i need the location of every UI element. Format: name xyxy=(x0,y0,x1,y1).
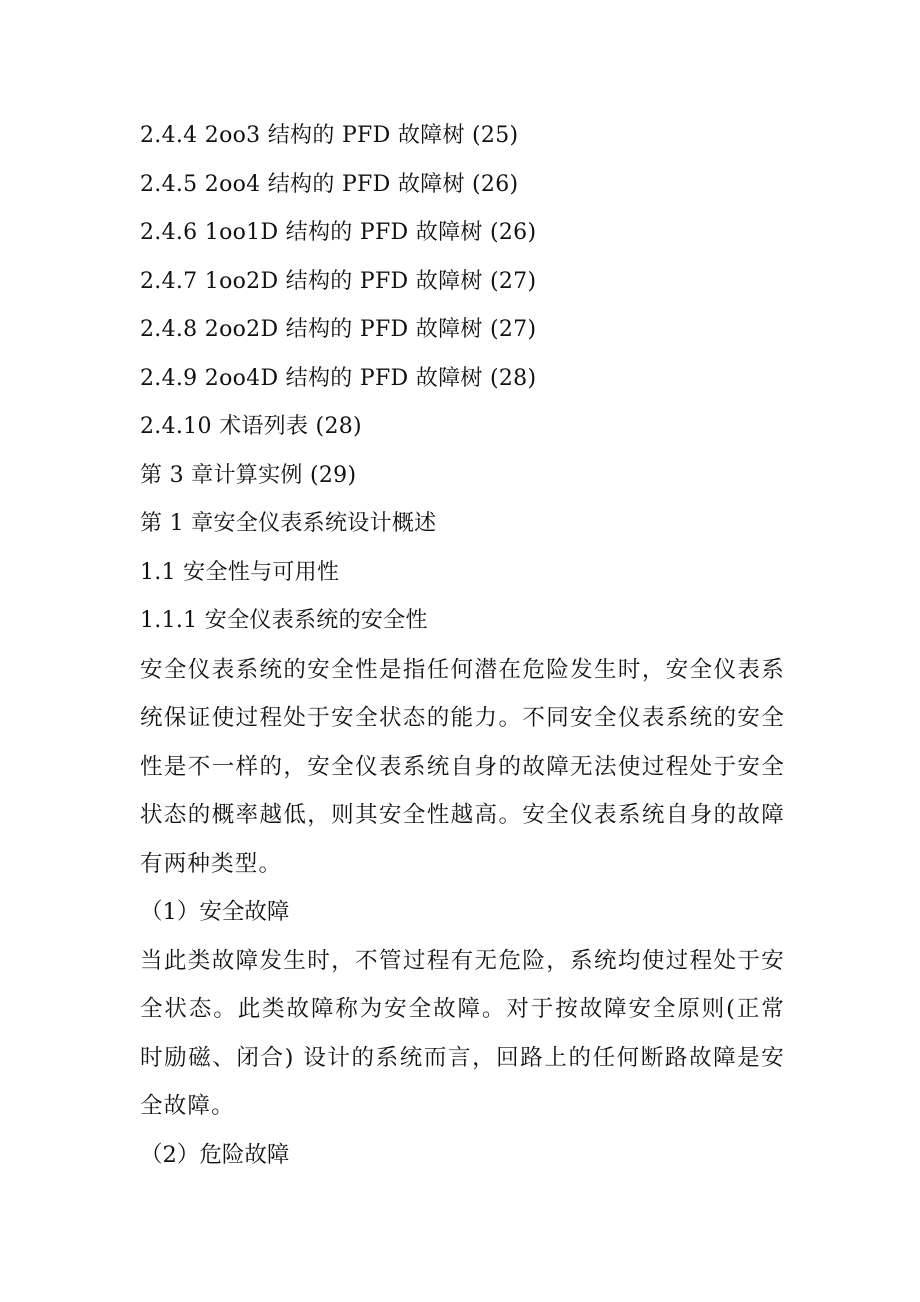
toc-entry-2-4-9: 2.4.9 2oo4D 结构的 PFD 故障树 (28) xyxy=(140,365,537,391)
toc-entry-2-4-5: 2.4.5 2oo4 结构的 PFD 故障树 (26) xyxy=(140,171,519,197)
toc-entry-2-4-6: 2.4.6 1oo1D 结构的 PFD 故障树 (26) xyxy=(140,220,537,245)
toc-entry-2-4-7: 2.4.7 1oo2D 结构的 PFD 故障树 (27) xyxy=(140,268,537,294)
subsection-title: 1.1.1 安全仪表系统的安全性 xyxy=(140,608,428,633)
toc-entry-2-4-4: 2.4.4 2oo3 结构的 PFD 故障树 (25) xyxy=(140,123,519,148)
chapter-title: 第 1 章安全仪表系统设计概述 xyxy=(140,511,437,536)
paragraph-safe-failure: 当此类故障发生时，不管过程有无危险，系统均使过程处于安全状态。此类故障称为安全故障。对于按故障安全原则(正常时励磁、闭合) 设计的系统而言，回路上的任何断路故障是安全故障。 xyxy=(140,947,786,1119)
item-safe-failure-title: （1）安全故障 xyxy=(140,899,290,925)
item-dangerous-failure-title: （2）危险故障 xyxy=(140,1141,290,1168)
toc-entry-2-4-8: 2.4.8 2oo2D 结构的 PFD 故障树 (27) xyxy=(140,317,537,342)
toc-entry-2-4-10: 2.4.10 术语列表 (28) xyxy=(140,414,362,439)
paragraph-safety-definition: 安全仪表系统的安全性是指任何潜在危险发生时，安全仪表系统保证使过程处于安全状态的能力。不同安全仪表系统的安全性是不一样的，安全仪表系统自身的故障无法使过程处于安全状态的概率越低，则其安全性越高。安全仪表系统自身的故障有两种类型。 xyxy=(140,656,785,877)
toc-entry-chapter-3: 第 3 章计算实例 (29) xyxy=(140,462,357,488)
section-title: 1.1 安全性与可用性 xyxy=(140,559,340,585)
document-body xyxy=(140,112,785,1179)
